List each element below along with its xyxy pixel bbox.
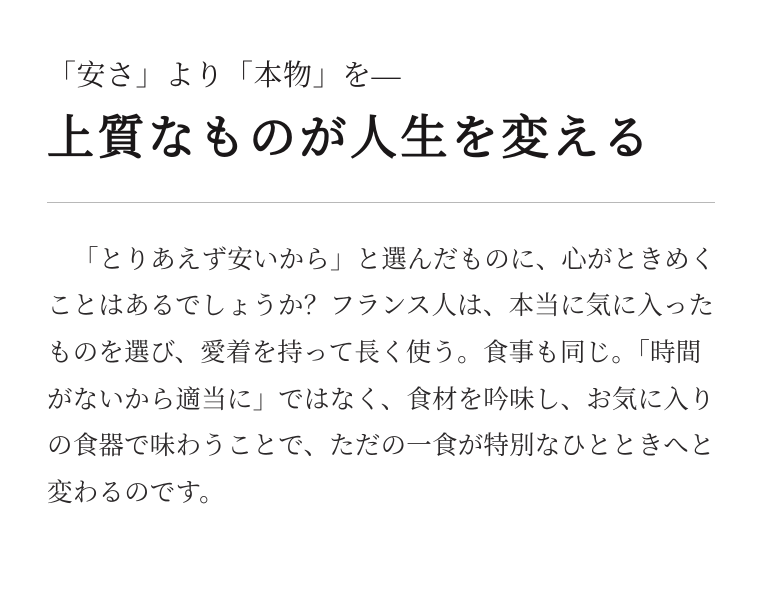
eyebrow-text: 「安さ」より「本物」を— (47, 60, 402, 92)
page-title: 上質なものが人生を変える (47, 113, 653, 166)
body-paragraph (47, 237, 719, 517)
article-block (47, 58, 723, 542)
body-paragraph-text: 「とりあえず安いから」と選んだものに、心がときめくことはあるでしょうか？フランス人は、本当に気に入ったものを選び、愛着を持って長く使う。食事も同じ。「時間がないから適当に」ではなく、食材を吟味し、お気に入りの食器で味わうことで、ただの一食が特別なひとときへと変わるのです。 (47, 245, 716, 508)
title-divider (47, 202, 715, 203)
